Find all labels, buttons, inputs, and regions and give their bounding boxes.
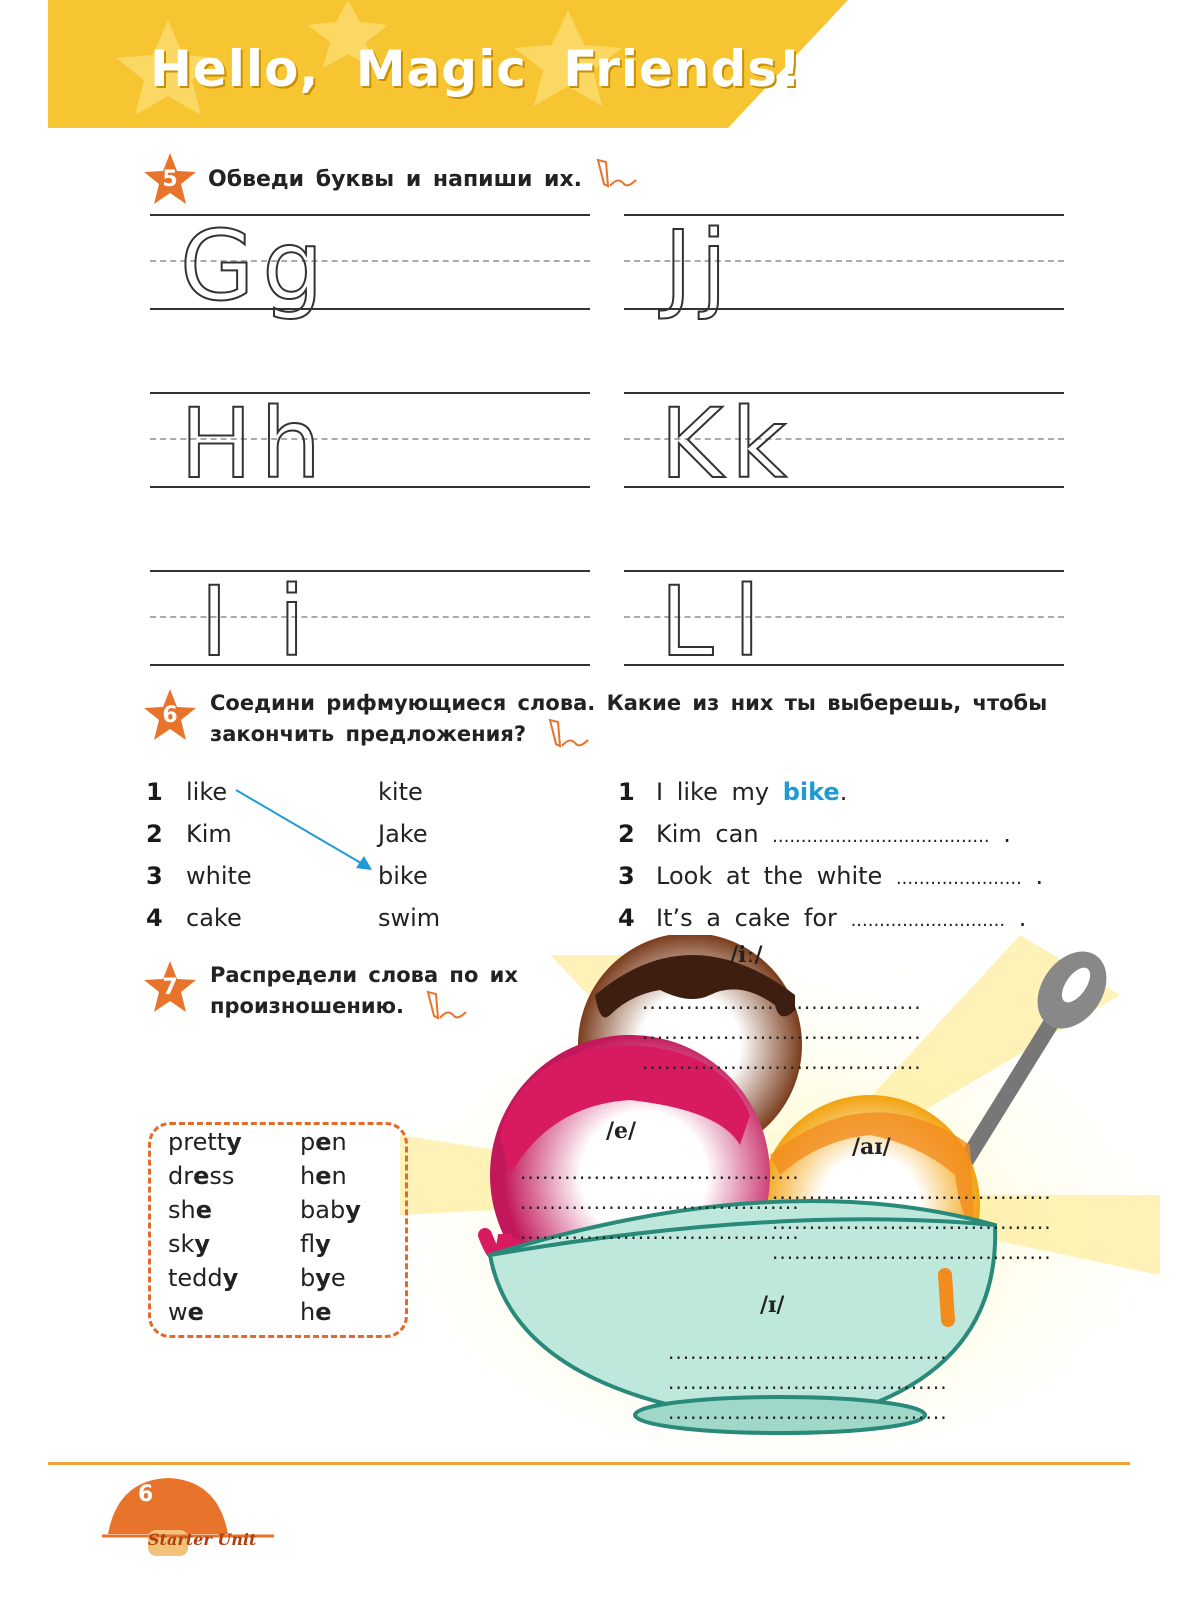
word-bank-item[interactable]: teddy <box>168 1264 239 1292</box>
writing-line[interactable]: ...................................... <box>772 1210 1052 1234</box>
sentence-3: Look at the white ...................... . <box>656 862 1044 890</box>
word-bank-item[interactable]: bye <box>300 1264 346 1292</box>
letter-tracing-Hh[interactable] <box>150 388 590 502</box>
writing-line[interactable]: ...................................... <box>642 1050 922 1074</box>
word-bank-item[interactable]: we <box>168 1298 204 1326</box>
writing-line[interactable]: ...................................... <box>520 1220 800 1244</box>
exercise-6-instruction-line1: Соедини рифмующиеся слова. Какие из них ты выберешь, чтобы <box>210 691 1048 715</box>
sentence-4: It’s a cake for ........................... . <box>656 904 1027 932</box>
word-bank-item[interactable]: dress <box>168 1162 235 1190</box>
traced-letters: Jj <box>664 210 735 322</box>
exercise-5-instruction: Обведи буквы и напиши их. <box>208 167 582 192</box>
writing-line[interactable]: ...................................... <box>642 1020 922 1044</box>
letter-tracing-Kk[interactable] <box>624 388 1064 502</box>
letter-tracing-Gg[interactable] <box>150 210 590 324</box>
pencil-icon <box>594 158 638 194</box>
writing-line[interactable]: ...................................... <box>668 1400 948 1424</box>
word-bank-item[interactable]: he <box>300 1298 332 1326</box>
exercise-6-number: 6 <box>162 703 178 728</box>
page-title: Hello, Magic Friends! <box>150 40 802 98</box>
pencil-icon <box>424 990 468 1026</box>
rhyme-word[interactable]: kite <box>378 778 423 806</box>
letter-tracing-Jj[interactable] <box>624 210 1064 324</box>
footer-divider <box>48 1462 1130 1465</box>
traced-letters: Gg <box>180 210 332 322</box>
sound-label-ai: /aɪ/ <box>852 1134 891 1160</box>
traced-letters: Ll <box>660 566 781 678</box>
left-word[interactable]: white <box>186 862 252 890</box>
writing-line[interactable]: ...................................... <box>520 1160 800 1184</box>
exercise-6-instruction-line2: закончить предложения? <box>210 722 527 746</box>
word-bank-item[interactable]: baby <box>300 1196 361 1224</box>
writing-line[interactable]: ...................................... <box>668 1340 948 1364</box>
left-word-number: 4 <box>146 904 163 932</box>
exercise-5-number: 5 <box>162 167 178 192</box>
sentence-number: 4 <box>618 904 635 932</box>
writing-line[interactable]: ...................................... <box>642 990 922 1014</box>
rhyme-word[interactable]: bike <box>378 862 428 890</box>
writing-line[interactable]: ...................................... <box>520 1190 800 1214</box>
letter-tracing-Ii[interactable] <box>150 566 590 680</box>
word-bank-column-1 <box>168 1128 288 1326</box>
answer-blank[interactable]: ...................... <box>895 868 1022 889</box>
sentence-number: 1 <box>618 778 635 806</box>
letter-tracing-Ll[interactable] <box>624 566 1064 680</box>
left-word-number: 3 <box>146 862 163 890</box>
writing-line[interactable]: ...................................... <box>772 1180 1052 1204</box>
traced-letters: Hh <box>180 388 330 500</box>
page-number: 6 <box>138 1482 154 1507</box>
sound-label-i: /ɪ/ <box>760 1292 785 1318</box>
sentence-1: I like my bike. <box>656 778 848 806</box>
word-bank-item[interactable]: she <box>168 1196 212 1224</box>
sentence-number: 3 <box>618 862 635 890</box>
unit-label: Starter Unit <box>148 1530 257 1549</box>
exercise-7-instruction-line1: Распредели слова по их <box>210 963 518 987</box>
word-bank-item[interactable]: sky <box>168 1230 211 1258</box>
traced-letters: Ii <box>200 566 355 678</box>
writing-line[interactable]: ...................................... <box>668 1370 948 1394</box>
rhyme-word[interactable]: swim <box>378 904 441 932</box>
word-bank-column-2 <box>300 1128 390 1326</box>
left-word-number: 2 <box>146 820 163 848</box>
exercise-7-number: 7 <box>162 975 178 1000</box>
answer-blank[interactable]: ...................................... <box>772 826 990 847</box>
left-word[interactable]: like <box>186 778 228 806</box>
sound-label-ee: /iː/ <box>730 942 763 968</box>
left-word-number: 1 <box>146 778 163 806</box>
left-word[interactable]: cake <box>186 904 242 932</box>
example-match-arrow-icon <box>230 786 380 876</box>
word-bank-item[interactable]: fly <box>300 1230 331 1258</box>
rhyme-word[interactable]: Jake <box>378 820 428 848</box>
exercise-7-instruction-line2: произношению. <box>210 994 404 1018</box>
sentence-2: Kim can ...................................... . <box>656 820 1011 848</box>
word-bank-item[interactable]: hen <box>300 1162 347 1190</box>
writing-line[interactable]: ...................................... <box>772 1240 1052 1264</box>
left-word[interactable]: Kim <box>186 820 232 848</box>
word-bank-item[interactable]: pretty <box>168 1128 242 1156</box>
answer-blank[interactable]: ........................... <box>850 910 1006 931</box>
pencil-icon <box>546 718 590 754</box>
sentence-number: 2 <box>618 820 635 848</box>
sound-label-e: /e/ <box>606 1118 637 1144</box>
traced-letters: Kk <box>660 388 795 500</box>
word-bank-item[interactable]: pen <box>300 1128 347 1156</box>
sentence-answer: bike <box>782 778 840 806</box>
